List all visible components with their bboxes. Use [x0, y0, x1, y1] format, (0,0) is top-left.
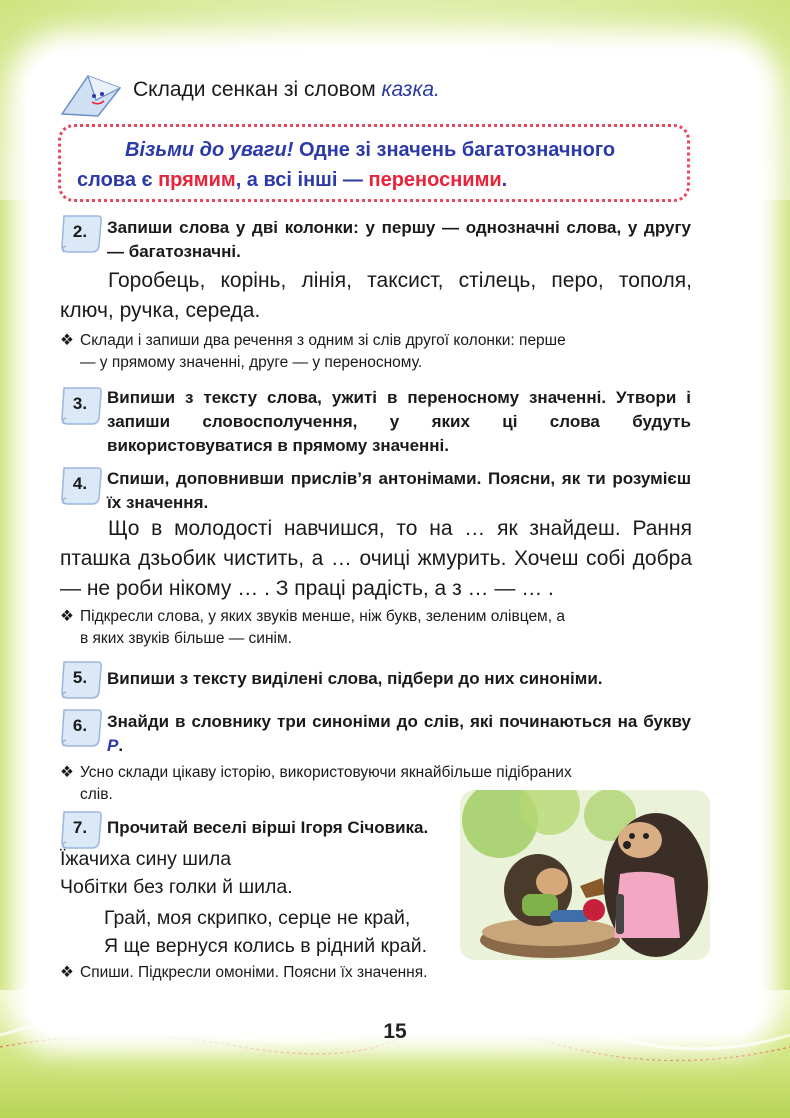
- notice-figurative: переносними: [368, 169, 502, 191]
- task-number-badge: 2.: [58, 212, 104, 256]
- bullet-diamond-icon: ❖: [60, 764, 74, 781]
- bullet-item: ❖ Склади і запиши два речення з одним зі слів другої колонки: перше — у прямому значенні, друге — у переносному.: [60, 332, 566, 371]
- words-text: Горобець, корінь, лінія, таксист, стілець, перо, тополя, ключ, ручка, середа.: [60, 269, 692, 322]
- task-2: Запиши слова у дві колонки: у першу — однозначні слова, у другу — багатозначні.: [107, 218, 691, 261]
- task-4: Спиши, доповнивши прислів’я антонімами. Поясни, як ти розумієш їх значення.: [107, 469, 691, 512]
- bullet-item: ❖ Підкресли слова, у яких звуків менше, ніж букв, зеленим олівцем, а в яких звуків більше — синім.: [60, 608, 565, 647]
- task-5: Випиши з тексту виділені слова, підбери до них синоніми.: [107, 669, 603, 688]
- task-6: Знайди в словнику три синоніми до слів, які починаються на букву Р.: [107, 712, 691, 755]
- task-number-badge: 3.: [58, 384, 104, 428]
- intro-task: Склади сенкан зі словом казка.: [133, 78, 440, 101]
- bullet-diamond-icon: ❖: [60, 332, 74, 349]
- paper-plane-icon: [58, 70, 124, 120]
- notice-box: Візьми до уваги! Одне зі значень багатозначного слова є прямим, а всі інші — переносними.: [58, 124, 690, 202]
- poem-line: Їжачиха сину шила: [60, 848, 232, 870]
- intro-keyword: казка.: [381, 78, 440, 101]
- bullet-item: ❖ Усно склади цікаву історію, використовуючи якнайбільше підібраних слів.: [60, 764, 572, 803]
- page-number: 15: [383, 1020, 407, 1043]
- task-number-badge: 4.: [58, 464, 104, 508]
- proverbs-text: Що в молодості навчишся, то на … як знайдеш. Рання пташка дзьобик чистить, а … очиці жмурить. Хочеш собі добра — не роби нікому … . З праці радість, а з … — … .: [60, 517, 692, 600]
- notice-caution: Візьми до уваги!: [125, 139, 294, 161]
- task-number-badge: 5.: [58, 658, 104, 702]
- hedgehogs-illustration: [460, 790, 710, 960]
- task-number-badge: 6.: [58, 706, 104, 750]
- notice-direct: прямим: [158, 169, 236, 191]
- poem-line: Грай, моя скрипко, серце не край,: [104, 907, 411, 929]
- poem-line: Я ще вернуся колись в рідний край.: [104, 935, 428, 957]
- poem-line: Чобітки без голки й шила.: [60, 876, 293, 898]
- task-3: Випиши з тексту слова, ужиті в переносному значенні. Утвори і запиши словосполучення, у яких ці слова будуть використовуватися в прямому значенні.: [107, 388, 691, 455]
- highlight-letter: Р: [107, 736, 119, 755]
- task-number-badge: 7.: [58, 808, 104, 852]
- bullet-item: ❖ Спиши. Підкресли омоніми. Поясни їх значення.: [60, 962, 692, 984]
- bullet-diamond-icon: ❖: [60, 608, 74, 625]
- bullet-diamond-icon: ❖: [60, 964, 74, 981]
- task-7: Прочитай веселі вірші Ігоря Січовика.: [107, 818, 429, 837]
